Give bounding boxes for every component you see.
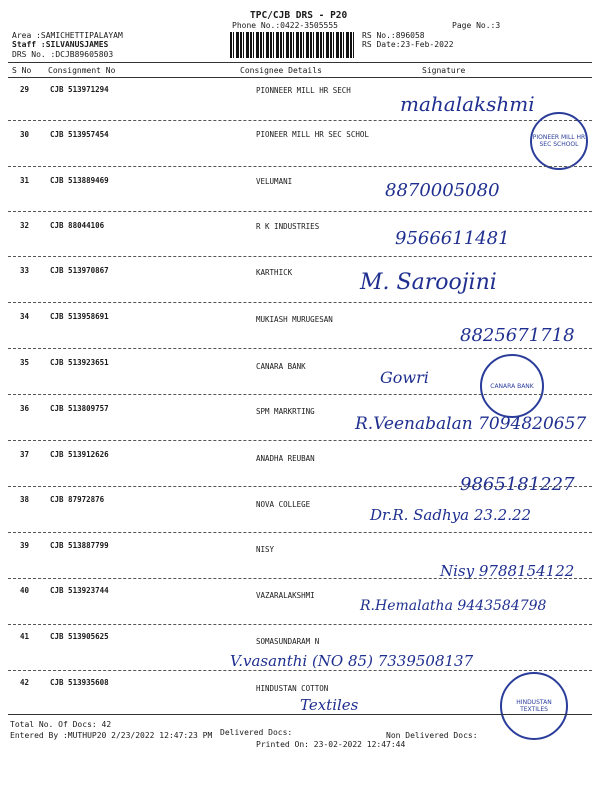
row-consignment: CJB 513958691 — [50, 312, 109, 321]
row-consignment: CJB 513923651 — [50, 358, 109, 367]
row-sno: 38 — [20, 495, 30, 504]
col-sno: S No — [12, 66, 32, 75]
row-signature: Nisy 9788154122 — [440, 562, 575, 580]
row-consignee: SPM MARKRTING — [256, 407, 315, 416]
row-consignee: R K INDUSTRIES — [256, 222, 320, 231]
row-consignee: VAZARALAKSHMI — [256, 591, 315, 600]
row-separator — [8, 532, 592, 533]
row-signature: 8825671718 — [460, 325, 575, 346]
row-separator — [8, 624, 592, 625]
row-separator — [8, 348, 592, 349]
row-signature: Gowri — [380, 368, 429, 387]
row-consignee: SOMASUNDARAM N — [256, 637, 320, 646]
row-signature: 9865181227 — [460, 474, 575, 495]
row-consignment: CJB 513971294 — [50, 85, 109, 94]
rs-date: RS Date:23-Feb-2022 — [362, 40, 454, 49]
row-consignee: VELUMANI — [256, 177, 293, 186]
page-number: Page No.:3 — [452, 21, 501, 30]
row-consignment: CJB 513809757 — [50, 404, 109, 413]
row-consignment: CJB 513887799 — [50, 541, 109, 550]
row-sno: 35 — [20, 358, 30, 367]
row-signature: M. Saroojini — [360, 270, 497, 295]
row-consignment: CJB 513889469 — [50, 176, 109, 185]
row-separator — [8, 670, 592, 671]
delivered-docs: Delivered Docs: — [220, 728, 293, 737]
non-delivered-docs: Non Delivered Docs: — [386, 731, 478, 740]
row-signature: Dr.R. Sadhya 23.2.22 — [370, 506, 532, 524]
row-signature: V.vasanthi (NO 85) 7339508137 — [230, 652, 474, 670]
row-consignment: CJB 513912626 — [50, 450, 109, 459]
row-signature: 8870005080 — [385, 180, 500, 201]
row-separator — [8, 440, 592, 441]
row-signature: R.Veenabalan 7094820657 — [355, 414, 587, 434]
total-docs: Total No. Of Docs: 42 — [10, 720, 112, 729]
row-sno: 42 — [20, 678, 30, 687]
entered-by: Entered By :MUTHUP20 2/23/2022 12:47:23 PM — [10, 731, 213, 740]
row-sno: 41 — [20, 632, 30, 641]
row-sno: 37 — [20, 450, 30, 459]
row-consignee: NISY — [256, 545, 275, 554]
row-consignment: CJB 513935608 — [50, 678, 109, 687]
row-signature: R.Hemalatha 9443584798 — [360, 598, 547, 614]
row-consignment: CJB 513905625 — [50, 632, 109, 641]
row-consignee: MUKIASH MURUGESAN — [256, 315, 333, 324]
printed-on: Printed On: 23-02-2022 12:47:44 — [256, 740, 406, 749]
school-stamp: PIONEER MILL HR SEC SCHOOL — [530, 112, 588, 170]
row-signature: Textiles — [300, 696, 359, 714]
row-separator — [8, 394, 592, 395]
row-consignment: CJB 88044106 — [50, 221, 105, 230]
footer-rule — [8, 714, 592, 715]
report-title: TPC/CJB DRS - P20 — [250, 10, 348, 21]
row-separator — [8, 211, 592, 212]
row-separator — [8, 486, 592, 487]
row-sno: 31 — [20, 176, 30, 185]
row-consignee: KARTHICK — [256, 268, 293, 277]
phone-number: Phone No.:0422-3505555 — [232, 21, 338, 30]
row-consignment: CJB 87972876 — [50, 495, 105, 504]
barcode — [230, 32, 354, 58]
row-sno: 29 — [20, 85, 30, 94]
header-rule-top — [8, 62, 592, 63]
row-consignee: PIONEER MILL HR SEC SCHOL — [256, 130, 369, 139]
row-sno: 32 — [20, 221, 30, 230]
row-separator — [8, 578, 592, 579]
header-rule-bottom — [8, 77, 592, 78]
row-consignee: NOVA COLLEGE — [256, 500, 311, 509]
rs-number: RS No.:896058 — [362, 31, 425, 40]
col-signature: Signature — [422, 66, 466, 75]
row-consignment: CJB 513970867 — [50, 266, 109, 275]
area-label: Area :SAMICHETTIPALAYAM — [12, 31, 123, 40]
col-consignee: Consignee Details — [240, 66, 322, 75]
row-sno: 34 — [20, 312, 30, 321]
row-consignment: CJB 513923744 — [50, 586, 109, 595]
row-consignee: CANARA BANK — [256, 362, 306, 371]
row-sno: 30 — [20, 130, 30, 139]
drs-number: DRS No. :DCJB89605803 — [12, 50, 114, 59]
row-sno: 36 — [20, 404, 30, 413]
row-separator — [8, 120, 592, 121]
row-separator — [8, 302, 592, 303]
row-consignee: PIONNEER MILL HR SECH — [256, 86, 351, 95]
bank-stamp: CANARA BANK — [480, 354, 544, 418]
col-consignment: Consignment No — [48, 66, 116, 75]
row-consignee: HINDUSTAN COTTON — [256, 684, 329, 693]
row-consignment: CJB 513957454 — [50, 130, 109, 139]
row-consignee: ANADHA REUBAN — [256, 454, 315, 463]
row-separator — [8, 166, 592, 167]
textiles-stamp: HINDUSTAN TEXTILES — [500, 672, 568, 740]
row-sno: 39 — [20, 541, 30, 550]
row-sno: 40 — [20, 586, 30, 595]
row-signature: 9566611481 — [395, 228, 510, 249]
row-separator — [8, 256, 592, 257]
row-sno: 33 — [20, 266, 30, 275]
row-signature: mahalakshmi — [400, 92, 535, 116]
staff-label: Staff :SILVANUSJAMES — [12, 40, 109, 49]
